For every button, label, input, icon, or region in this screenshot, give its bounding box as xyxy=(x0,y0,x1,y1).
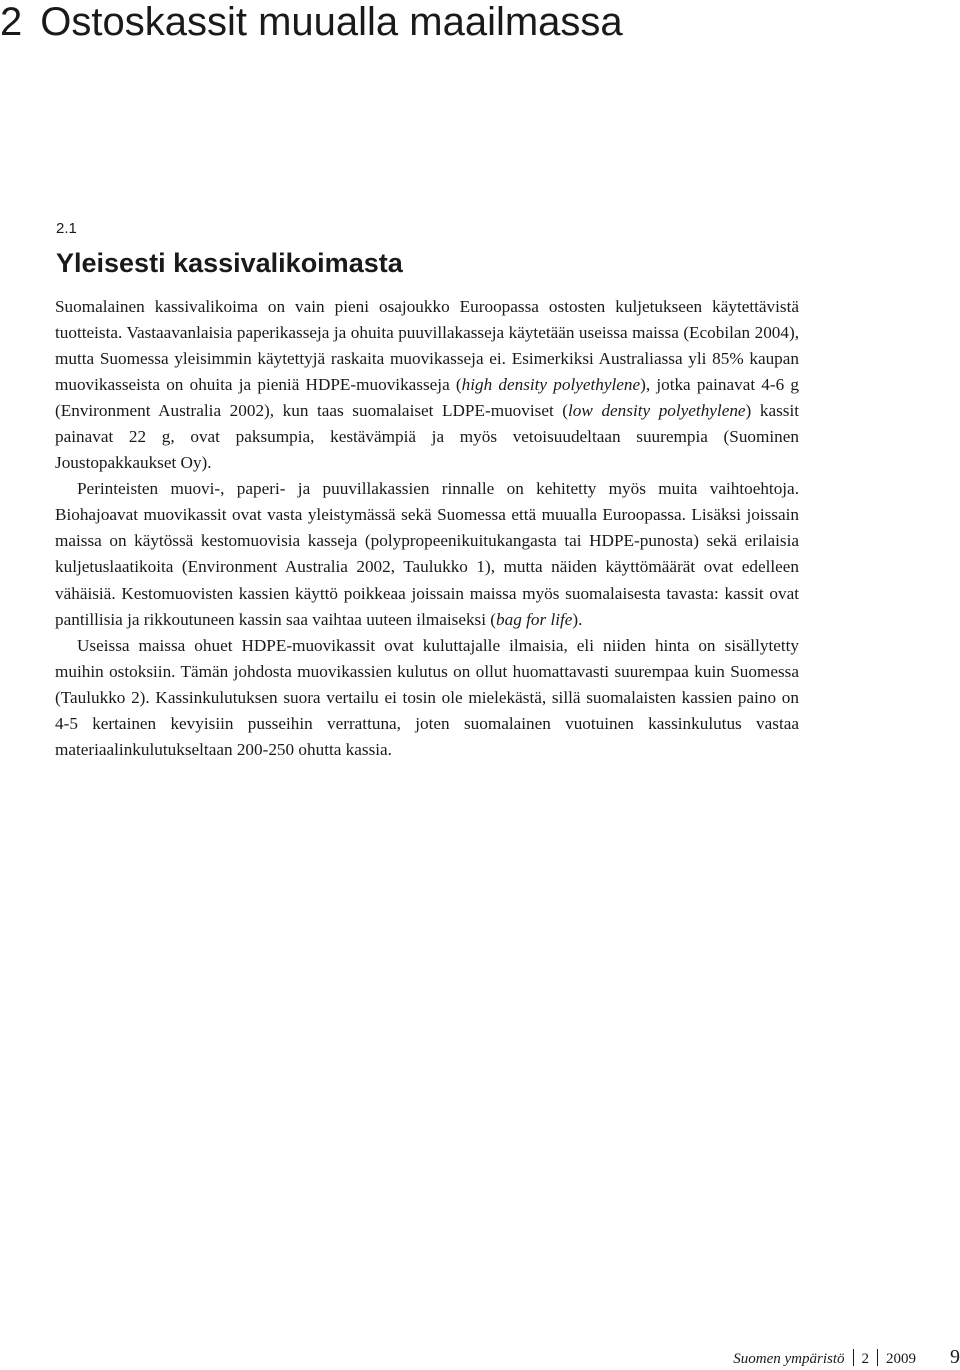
paragraph-2-text-2: ). xyxy=(572,609,583,629)
body-text xyxy=(55,294,799,763)
footer-separator xyxy=(877,1349,878,1366)
paragraph-3-text-1: Useissa maissa ohuet HDPE-muovikassit ovat kuluttajalle ilmaisia, eli niiden hinta on sisällytetty muihin ostoksiin. Tämän johdosta muovikassien kulutus on ollut huomattavasti suurempaa kuin Suomessa (Taulukko 2). Kassinkulutuksen suora vertailu ei tosin ole mielekästä, sillä suomalaisten kassien paino on 4-5 kertainen kevyisiin pusseihin verrattuna, joten suomalainen vuotuinen kassinkulutus vastaa materiaalinkulutukseltaan 200-250 ohutta kassia. xyxy=(55,635,799,759)
paragraph-1 xyxy=(55,294,799,476)
section-number: 2.1 xyxy=(56,220,77,237)
paragraph-2 xyxy=(55,476,799,632)
paragraph-1-text-3: ) kassit painavat 22 g, ovat paksumpia, kestävämpiä ja myös vetoisuudeltaan suurempia (Suominen Joustopakkaukset Oy). xyxy=(55,401,799,473)
footer-issue: 2 xyxy=(861,1351,869,1367)
paragraph-1-term-1: high density polyethylene xyxy=(461,375,641,395)
section-title: Yleisesti kassivalikoimasta xyxy=(56,248,403,278)
paragraph-2-term-1: bag for life xyxy=(496,609,573,629)
page-number: 9 xyxy=(950,1346,960,1368)
page-footer xyxy=(733,1346,960,1370)
chapter-number: 2 xyxy=(0,0,23,44)
footer-publication: Suomen ympäristö xyxy=(733,1351,845,1367)
footer-separator xyxy=(853,1349,854,1366)
paragraph-1-text-2: ), jotka painavat 4-6 g (Environment Australia 2002), kun taas suomalaiset LDPE-muoviset ( xyxy=(55,375,799,421)
paragraph-1-term-2: low density polyethylene xyxy=(568,401,746,421)
paragraph-1-text-1: Suomalainen kassivalikoima on vain pieni osajoukko Euroopassa ostosten kuljetukseen käytettävistä tuotteista. Vastaavanlaisia paperikasseja ja ohuita puuvillakasseja käytetään useissa maissa (Ecobilan 2004), mutta Suomessa yleisimmin käytettyjä raskaita muovikasseja ei. Esimerkiksi Australiassa yli 85% kaupan muovikasseista on ohuita ja pieniä HDPE-muovikasseja ( xyxy=(55,297,799,395)
paragraph-2-text-1: Perinteisten muovi-, paperi- ja puuvillakassien rinnalle on kehitetty myös muita vaihtoehtoja. Biohajoavat muovikassit ovat vasta yleistymässä sekä Suomessa että muualla Euroopassa. Lisäksi joissain maissa on käytössä kestomuovisia kasseja (polypropeenikuitukangasta tai HDPE-punosta) sekä erilaisia kuljetuslaatikoita (Environment Australia 2002, Taulukko 1), mutta näiden käyttömäärät ovat edelleen vähäisiä. Kestomuovisten kassien käyttö poikkeaa joissain maissa myös suomalaisesta tavasta: kassit ovat pantillisia ja rikkoutuneen kassin saa vaihtaa uuteen ilmaiseksi ( xyxy=(55,479,799,629)
chapter-title xyxy=(0,0,623,44)
footer-year: 2009 xyxy=(886,1351,916,1367)
chapter-title-text: Ostoskassit muualla maailmassa xyxy=(40,0,623,44)
paragraph-3 xyxy=(55,633,799,763)
